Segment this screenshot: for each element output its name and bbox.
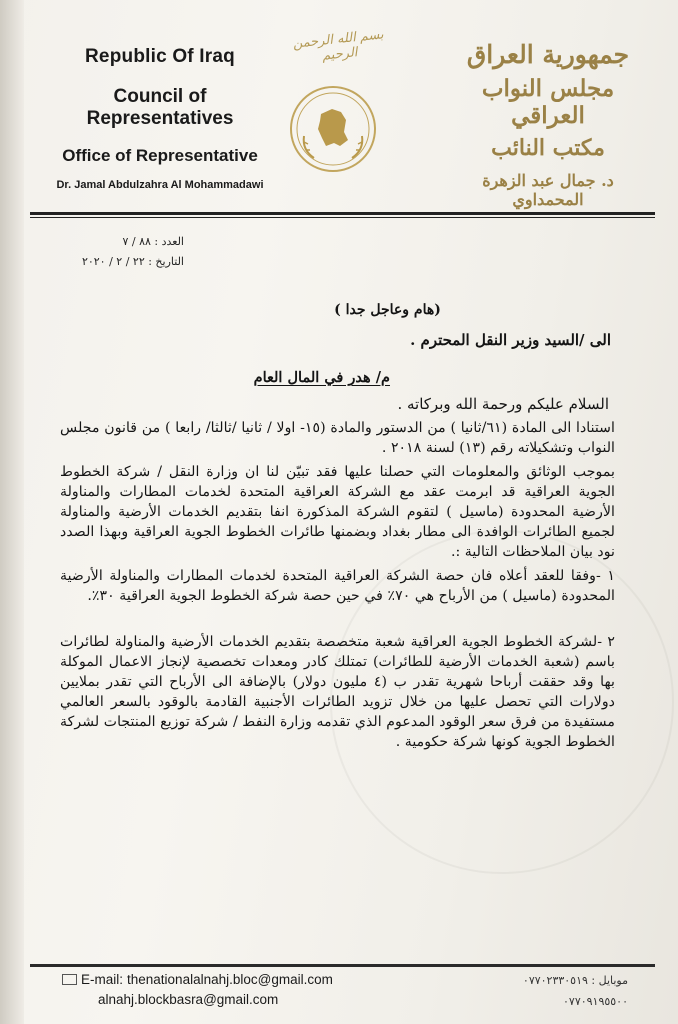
country-name-ar: جمهورية العراق [466,40,630,69]
greeting-line: السلام عليكم ورحمة الله وبركاته . [397,395,609,413]
header-divider [30,212,655,215]
paragraph-point-2: ٢ -لشركة الخطوط الجوية العراقية شعبة متخصصة بتقديم الخدمات الأرضية والمناولة لطائرات باسم (شعبة الخدمات الأرضية للطائرات) تمتلك كادر ومعدات تخصصية لإنجاز الاعمال الموكلة بها وقد حققت أرباحا شهرية تقدر ب (٤ مليون دولار) بالإضافة الى الأرباح التي تقدر بملايين دولارات التي تحصل عليها من خلال تزويد الطائرات الأجنبية القادمة بالوقود بالسعر العالمي مستفيدة من فرق سعر الوقود المدعوم الذي تقدمه وزارة النفط / شركة توزيع المنتجات لشركة الخطوط الجوية كونها شركة حكومية . [60,634,615,750]
council-name-en: Council of Representatives [86,86,234,129]
phone-label: موبايل : [591,974,628,987]
footer-email-block [62,970,333,1010]
arabic-letterhead [448,40,648,209]
reference-date: التاريخ : ٢٢ / ٢ / ٢٠٢٠ [81,255,184,268]
email-address-2[interactable]: alnahj.blockbasra@gmail.com [98,992,279,1007]
reference-number: العدد : ٨٨ / ٧ [122,235,184,248]
basmala-calligraphy: بسم الله الرحمن الرحيم [292,27,385,64]
representative-name-en: Dr. Jamal Abdulzahra Al Mohammadawi [56,179,264,191]
urgency-note: (هام وعاجل جدا ) [334,302,441,318]
paragraph-point-1: ١ -وفقا للعقد أعلاه فان حصة الشركة العراقية المتحدة لخدمات المطارات والمناولة الأرضية المحدودة (ماسيل ) من الأرباح هي ٧٠٪ في حين حصة شركة الخطوط الجوية العراقية ٣٠٪. [60,568,615,604]
envelope-icon [62,974,77,985]
representative-name-ar: د. جمال عبد الزهرة المحمداوي [482,171,614,209]
paragraph-background: بموجب الوثائق والمعلومات التي حصلنا عليها فقد تبيّن لنا ان وزارة النقل / شركة الخطوط الجوية العراقية قد ابرمت عقد مع الشركة العراقية المتحدة لخدمات المطارات والمناولة الأرضية المحدودة (ماسيل ) لتقوم الشركة المذكورة انفا بتقديم الخدمات الأرضية والمناولة لجميع الطائرات الوافدة الى مطار بغداد وبضمنها طائرات الخطوط الجوية العراقية وبهذا الصدد نود بيان الملاحظات التالية :. [60,464,615,560]
reference-block [44,232,184,272]
email-address-1[interactable]: thenationalalnahj.bloc@gmail.com [127,972,333,987]
email-label: E-mail: [81,972,124,987]
header-divider-thin [30,217,655,218]
subject-line: م/ هدر في المال العام [253,369,390,386]
letter-body [60,300,615,752]
country-name-en: Republic Of Iraq [85,46,235,67]
english-letterhead [40,46,280,191]
parliament-seal-logo [288,84,378,174]
phone-number-2[interactable]: ٠٧٧٠٩١٩٥٥٠٠ [563,995,628,1008]
office-name-en: Office of Representative [62,146,258,165]
footer-divider [30,964,655,967]
footer-phone-block [488,970,628,1012]
phone-number-1[interactable]: ٠٧٧٠٢٣٣٠٥١٩ [522,974,588,987]
paragraph-legal-basis: استنادا الى المادة (٦١/ثانيا ) من الدستور والمادة (١٥- اولا / ثانيا /ثالثا/ رابعا ) من قانون مجلس النواب وتشكيلاته رقم (١٣) لسنة ٢٠١٨ . [60,420,616,456]
office-name-ar: مكتب النائب [491,135,605,161]
council-name-ar: مجلس النواب العراقي [481,75,615,129]
addressee-line: الى /السيد وزير النقل المحترم . [410,331,611,349]
